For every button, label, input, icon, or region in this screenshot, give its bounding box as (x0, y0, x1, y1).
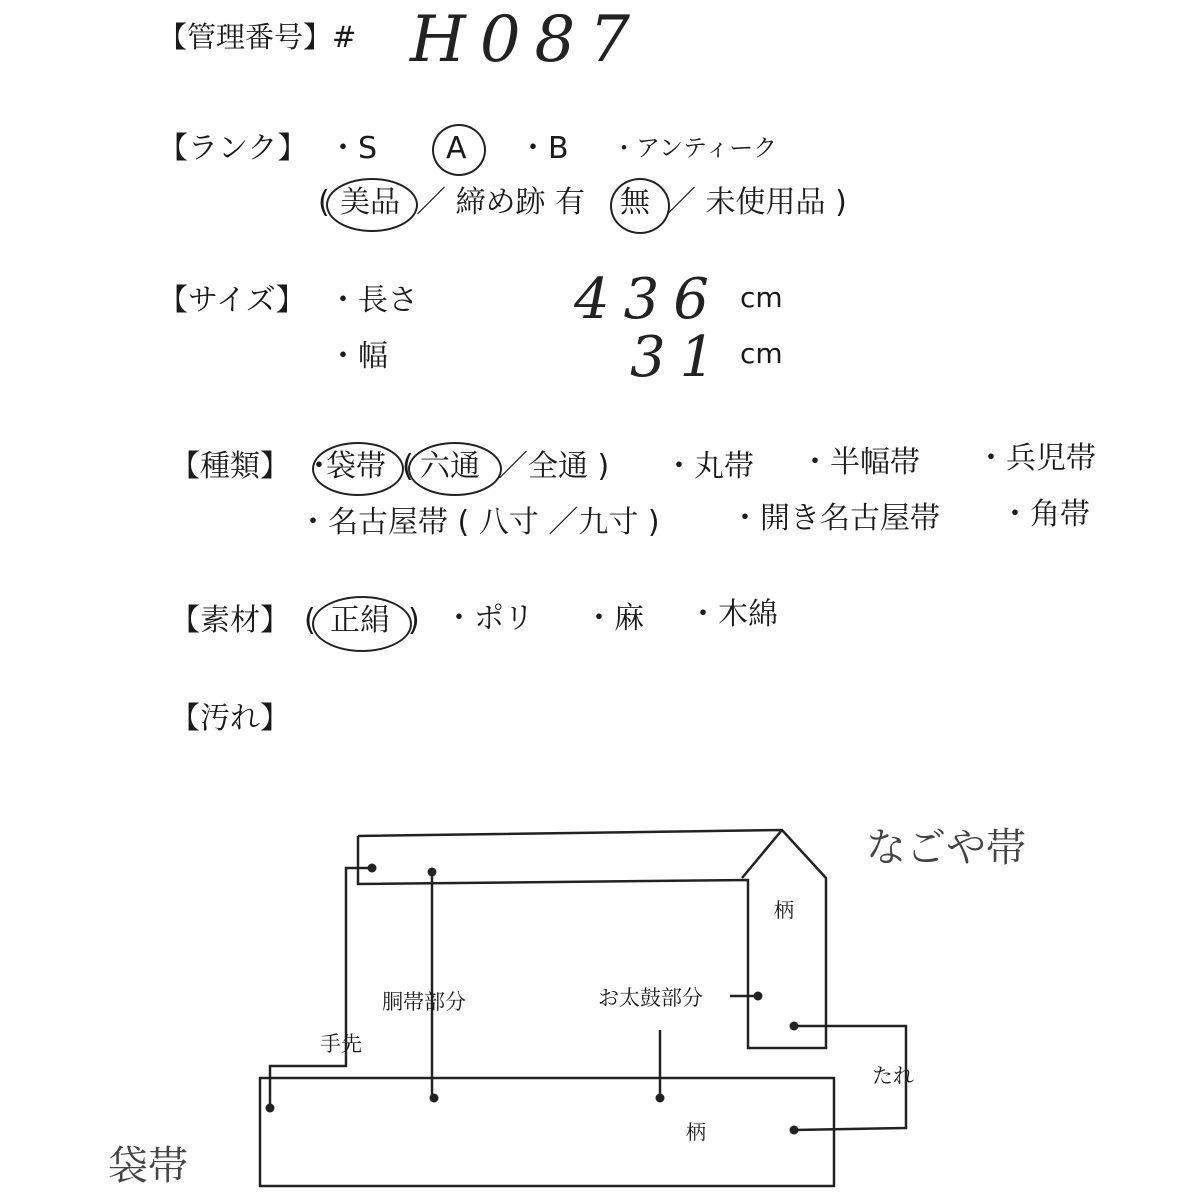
diagram-dobi: 胴帯部分 (382, 990, 466, 1014)
type-hiraki-nagoya: ・開き名古屋帯 (730, 501, 940, 536)
type-nagoya: ・名古屋帯 ( 八寸 ／九寸 ) (298, 505, 660, 540)
diagram-fukuro-label: 袋帯 (108, 1143, 188, 1189)
condition-shimeato: ／ 締め跡 有 (416, 185, 586, 220)
condition-bihin: 美品 (340, 185, 400, 220)
type-open: ( (402, 449, 414, 484)
material-momen: ・木綿 (688, 597, 778, 632)
type-dot: ・ (304, 449, 334, 484)
diagram-gara-bottom: 柄 (686, 1120, 706, 1144)
type-maru: ・丸帯 (664, 449, 754, 484)
rank-option-antique: ・アンティーク (612, 134, 778, 162)
mgmt-number-handwritten: H087 (410, 3, 644, 77)
size-width-handwritten: 31 (630, 325, 730, 390)
rank-option-s: ・S (328, 131, 378, 166)
diagram-nagoya-label: なごや帯 (866, 825, 1026, 871)
type-kaku: ・角帯 (1000, 497, 1090, 532)
material-close: ) (408, 603, 420, 638)
type-label: 【種類】 (170, 449, 290, 484)
condition-unused: ／ 未使用品 ) (666, 185, 847, 220)
type-zentsu: ／全通 ) (498, 449, 610, 484)
material-asa: ・麻 (584, 601, 644, 636)
diagram-otaiko: お太鼓部分 (598, 986, 703, 1010)
type-heko: ・兵児帯 (976, 441, 1096, 476)
size-width-unit: cm (740, 337, 783, 370)
stain-label: 【汚れ】 (170, 701, 290, 736)
size-length-handwritten: 436 (574, 267, 723, 332)
diagram-tare: たれ (872, 1064, 914, 1088)
rank-option-a: A (446, 131, 467, 166)
size-length-label: ・長さ (328, 283, 418, 318)
material-open: ( (304, 603, 316, 638)
condition-nashi: 無 (620, 185, 650, 220)
type-hanhaba: ・半幅帯 (800, 445, 920, 480)
size-width-label: ・幅 (328, 339, 388, 374)
type-rokutsu: 六通 (420, 449, 480, 484)
material-label: 【素材】 (170, 603, 290, 638)
material-shouken: 正絹 (330, 603, 390, 638)
diagram-gara-top: 柄 (774, 898, 794, 922)
condition-open: ( (318, 185, 330, 220)
rank-option-b: ・B (518, 131, 569, 166)
material-poly: ・ポリ (444, 601, 534, 636)
type-fukuro: 袋帯 (326, 449, 386, 484)
mgmt-label: 【管理番号】# (158, 20, 357, 54)
diagram-tesaki: 手先 (320, 1032, 362, 1056)
size-label: 【サイズ】 (158, 283, 306, 318)
size-length-unit: cm (740, 281, 783, 314)
rank-label: 【ランク】 (158, 131, 308, 166)
